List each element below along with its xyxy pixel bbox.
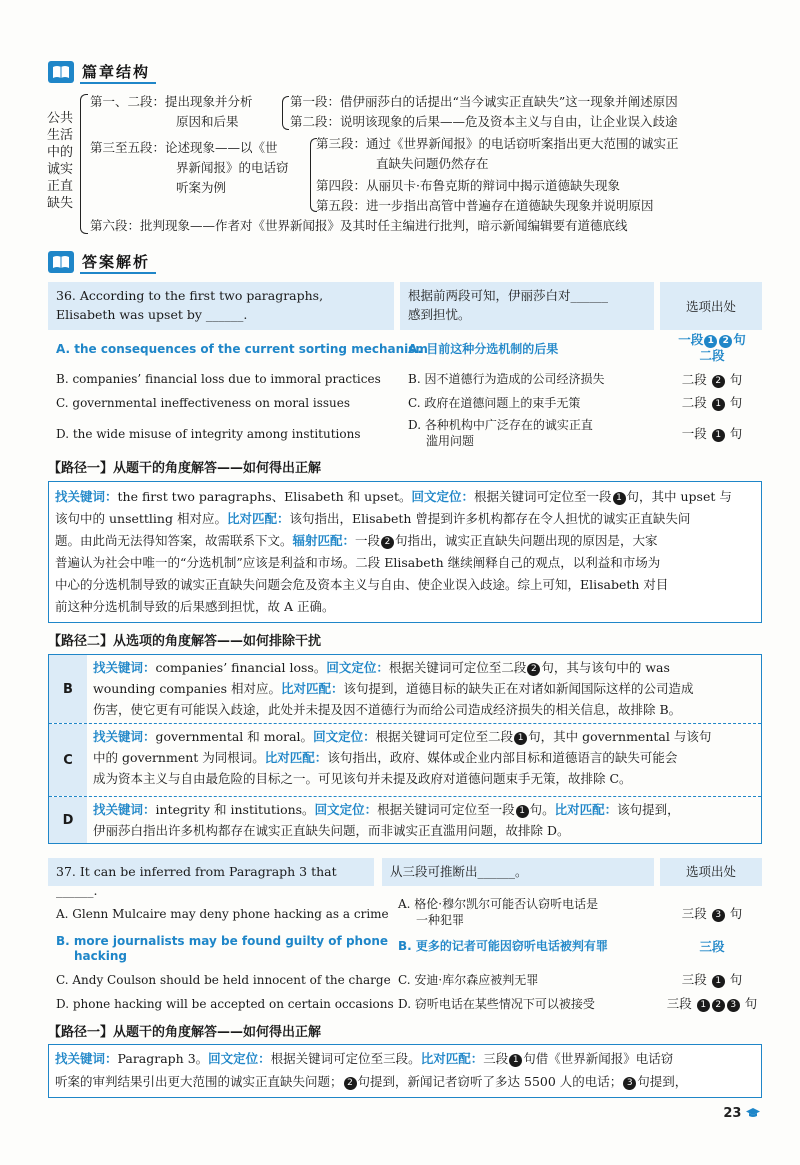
para3-summary-b: 直缺失问题仍然存在 [376, 156, 489, 171]
q36-option-d-en: D. the wide misuse of integrity among institutions [56, 427, 361, 441]
q37-path1-title: 【路径一】从题干的角度解答——如何得出正解 [48, 1025, 322, 1040]
q37-option-d-src: 三段 1 2 3 句 [666, 996, 758, 1011]
q37-path1-box: 找关键词：Paragraph 3。回文定位：根据关键词可定位至三段。比对匹配：三段 1 句借《世界新闻报》电话窃 听案的审判结果引出更大范围的诚实正直缺失问题； 2 句提到，新闻记者窃听了多达 5500 人的电话； 3 句提到， [48, 1044, 762, 1098]
answer-title: 答案解析 [80, 251, 156, 274]
structure-title: 篇章结构 [80, 61, 156, 84]
q36-path2-c-letter: C [49, 724, 87, 796]
para5-summary: 第五段：进一步指出高管中普遍存在道德缺失现象并说明原因 [316, 198, 654, 213]
q36-path1-box: 找关键词：the first two paragraphs、Elisabeth 和 upset。回文定位：根据关键词可定位至一段 1 句，其中 upset 与 该句中的 unsettling 相对应。比对匹配：该句指出，Elisabeth 曾提到许多机构都存在令人担忧的诚实正直缺失问 题。由此尚无法得知答案，故需联系下文。辐射匹配：一段 2 句指出，诚实正直缺失问题出现的原因是，大家 普遍认为社会中唯一的“分选机制”应该是利益和市场。二段 Elisabeth 继续阐释自己的观点，以利益和市场为 中心的分选机制导致的诚实正直缺失问题会危及资本主义与自由、使企业误入歧途。综上可知，Elisabeth 对目 前这种分选机制导致的后果感到担忧，故 A 正确。 [48, 481, 762, 623]
q36-option-b-src: 二段 2 句 [681, 372, 743, 387]
para4-summary: 第四段：从丽贝卡·布鲁克斯的辩词中揭示道德缺失现象 [316, 178, 620, 193]
part2-label-c: 听案为例 [176, 180, 227, 195]
part3-label: 第六段：批判现象——作者对《世界新闻报》及其时任主编进行批判，暗示新闻编辑要有道德底线 [90, 218, 628, 233]
answer-section-header [48, 250, 156, 274]
q36-option-a-cn: A. 目前这种分选机制的后果 [408, 342, 559, 356]
structure-section-header [48, 60, 156, 84]
q36-option-b-en: B. companies’ financial loss due to immoral practices [56, 372, 381, 386]
q37-option-a-cn: A. 格伦·穆尔凯尔可能否认窃听电话是 一种犯罪 [398, 897, 599, 927]
page-number-text: 23 [723, 1106, 742, 1121]
q36-path2-box [48, 654, 762, 844]
q36-option-b-cn: B. 因不道德行为造成的公司经济损失 [408, 372, 605, 386]
book-icon [48, 61, 74, 83]
mortarboard-icon [746, 1108, 760, 1118]
q36-path2-d-text: 找关键词：integrity 和 institutions。回文定位：根据关键词可定位至一段 1 句。比对匹配：该句提到， 伊丽莎白指出许多机构都存在诚实正直缺失问题，而非诚实正直滥用问题，故排除 D。 [93, 802, 680, 838]
part2-label: 第三至五段：论述现象——以《世 [90, 140, 278, 155]
q37-stem-en: 37. It can be inferred from Paragraph 3 that ______. [48, 858, 374, 886]
part1-label: 第一、二段：提出现象并分析 [90, 94, 253, 109]
structure-vertical-title: 公共生活中的诚实正直缺失 [46, 111, 73, 211]
q36-path2-b-text: 找关键词：companies’ financial loss。回文定位：根据关键词可定位至二段 2 句，其与该句中的 was wounding companies 相对应。比对匹配：该句提到，道德目标的缺失正在对诸如新闻国际这样的公司造成 伤害，使它更有可能误入歧途，此处并未提及因不道德行为而给公司造成经济损失的相关信息，故排除 B。 [93, 660, 694, 717]
q37-option-a-en: A. Glenn Mulcaire may deny phone hacking as a crime [56, 907, 389, 921]
q36-option-d-cn: D. 各种机构中广泛存在的诚实正直 滥用问题 [408, 418, 593, 448]
structure-diagram [44, 92, 764, 240]
q37-src-header: 选项出处 [660, 858, 762, 886]
para1-summary: 第一段：借伊丽莎白的话提出“当今诚实正直缺失”这一现象并阐述原因 [290, 94, 678, 109]
q36-path2-d-letter: D [49, 797, 87, 843]
q36-stem-cn-line1: 根据前两段可知，伊丽莎白对______ [408, 288, 609, 303]
q36-path1-title: 【路径一】从题干的角度解答——如何得出正解 [48, 461, 322, 476]
para2-summary: 第二段：说明该现象的后果——危及资本主义与自由，让企业误入歧途 [290, 114, 678, 129]
q37-option-a-src: 三段 3 句 [681, 906, 743, 921]
q37-option-c-src: 三段 1 句 [681, 972, 743, 987]
q36-stem-cn [400, 282, 654, 330]
q36-src-header: 选项出处 [660, 282, 762, 330]
q36-option-c-en: C. governmental ineffectiveness on moral issues [56, 396, 351, 410]
part1-label-b: 原因和后果 [176, 114, 239, 129]
q36-option-a-src: 一段 1 2 句 二段 [678, 332, 746, 363]
part1-brace [282, 96, 289, 130]
q37-option-b-src: 三段 [699, 939, 725, 954]
book-icon [48, 251, 74, 273]
page-number [723, 1106, 760, 1121]
q37-stem-cn: 从三段可推断出______。 [382, 858, 654, 886]
divider [49, 723, 761, 724]
q37-option-d-en: D. phone hacking will be accepted on certain occasions [56, 997, 394, 1011]
q36-path2-title: 【路径二】从选项的角度解答——如何排除干扰 [48, 634, 322, 649]
part2-label-b: 界新闻报》的电话窃 [176, 160, 289, 175]
q36-stem-en: 36. According to the first two paragraphs, Elisabeth was upset by ______. [48, 282, 394, 330]
q37-option-c-cn: C. 安迪·库尔森应被判无罪 [398, 973, 539, 987]
q36-option-d-src: 一段 1 句 [681, 426, 743, 441]
main-brace [80, 94, 88, 234]
q37-option-b-cn: B. 更多的记者可能因窃听电话被判有罪 [398, 939, 608, 953]
para3-summary: 第三段：通过《世界新闻报》的电话窃听案指出更大范围的诚实正 [316, 136, 679, 151]
q36-option-c-cn: C. 政府在道德问题上的束手无策 [408, 396, 581, 410]
q36-option-a-en: A. the consequences of the current sorting mechanism [56, 342, 428, 356]
q37-option-d-cn: D. 窃听电话在某些情况下可以被接受 [398, 997, 595, 1011]
q36-path2-c-text: 找关键词：governmental 和 moral。回文定位：根据关键词可定位至二段 1 句，其中 governmental 与该句 中的 government 为同根词。比对匹配：该句指出，政府、媒体或企业内部目标和道德语言的缺失可能会 成为资本主义与自由最危险的目标之一。可见该句并未提及政府对道德问题束手无策，故排除 C。 [93, 729, 712, 786]
divider [49, 796, 761, 797]
q37-option-c-en: C. Andy Coulson should be held innocent of the charge [56, 973, 391, 987]
q36-path2-b-letter: B [49, 655, 87, 723]
q36-stem-cn-line2: 感到担忧。 [408, 307, 471, 322]
q37-option-b-en: B. more journalists may be found guilty of phone hacking [56, 934, 389, 963]
q36-option-c-src: 二段 1 句 [681, 395, 743, 410]
